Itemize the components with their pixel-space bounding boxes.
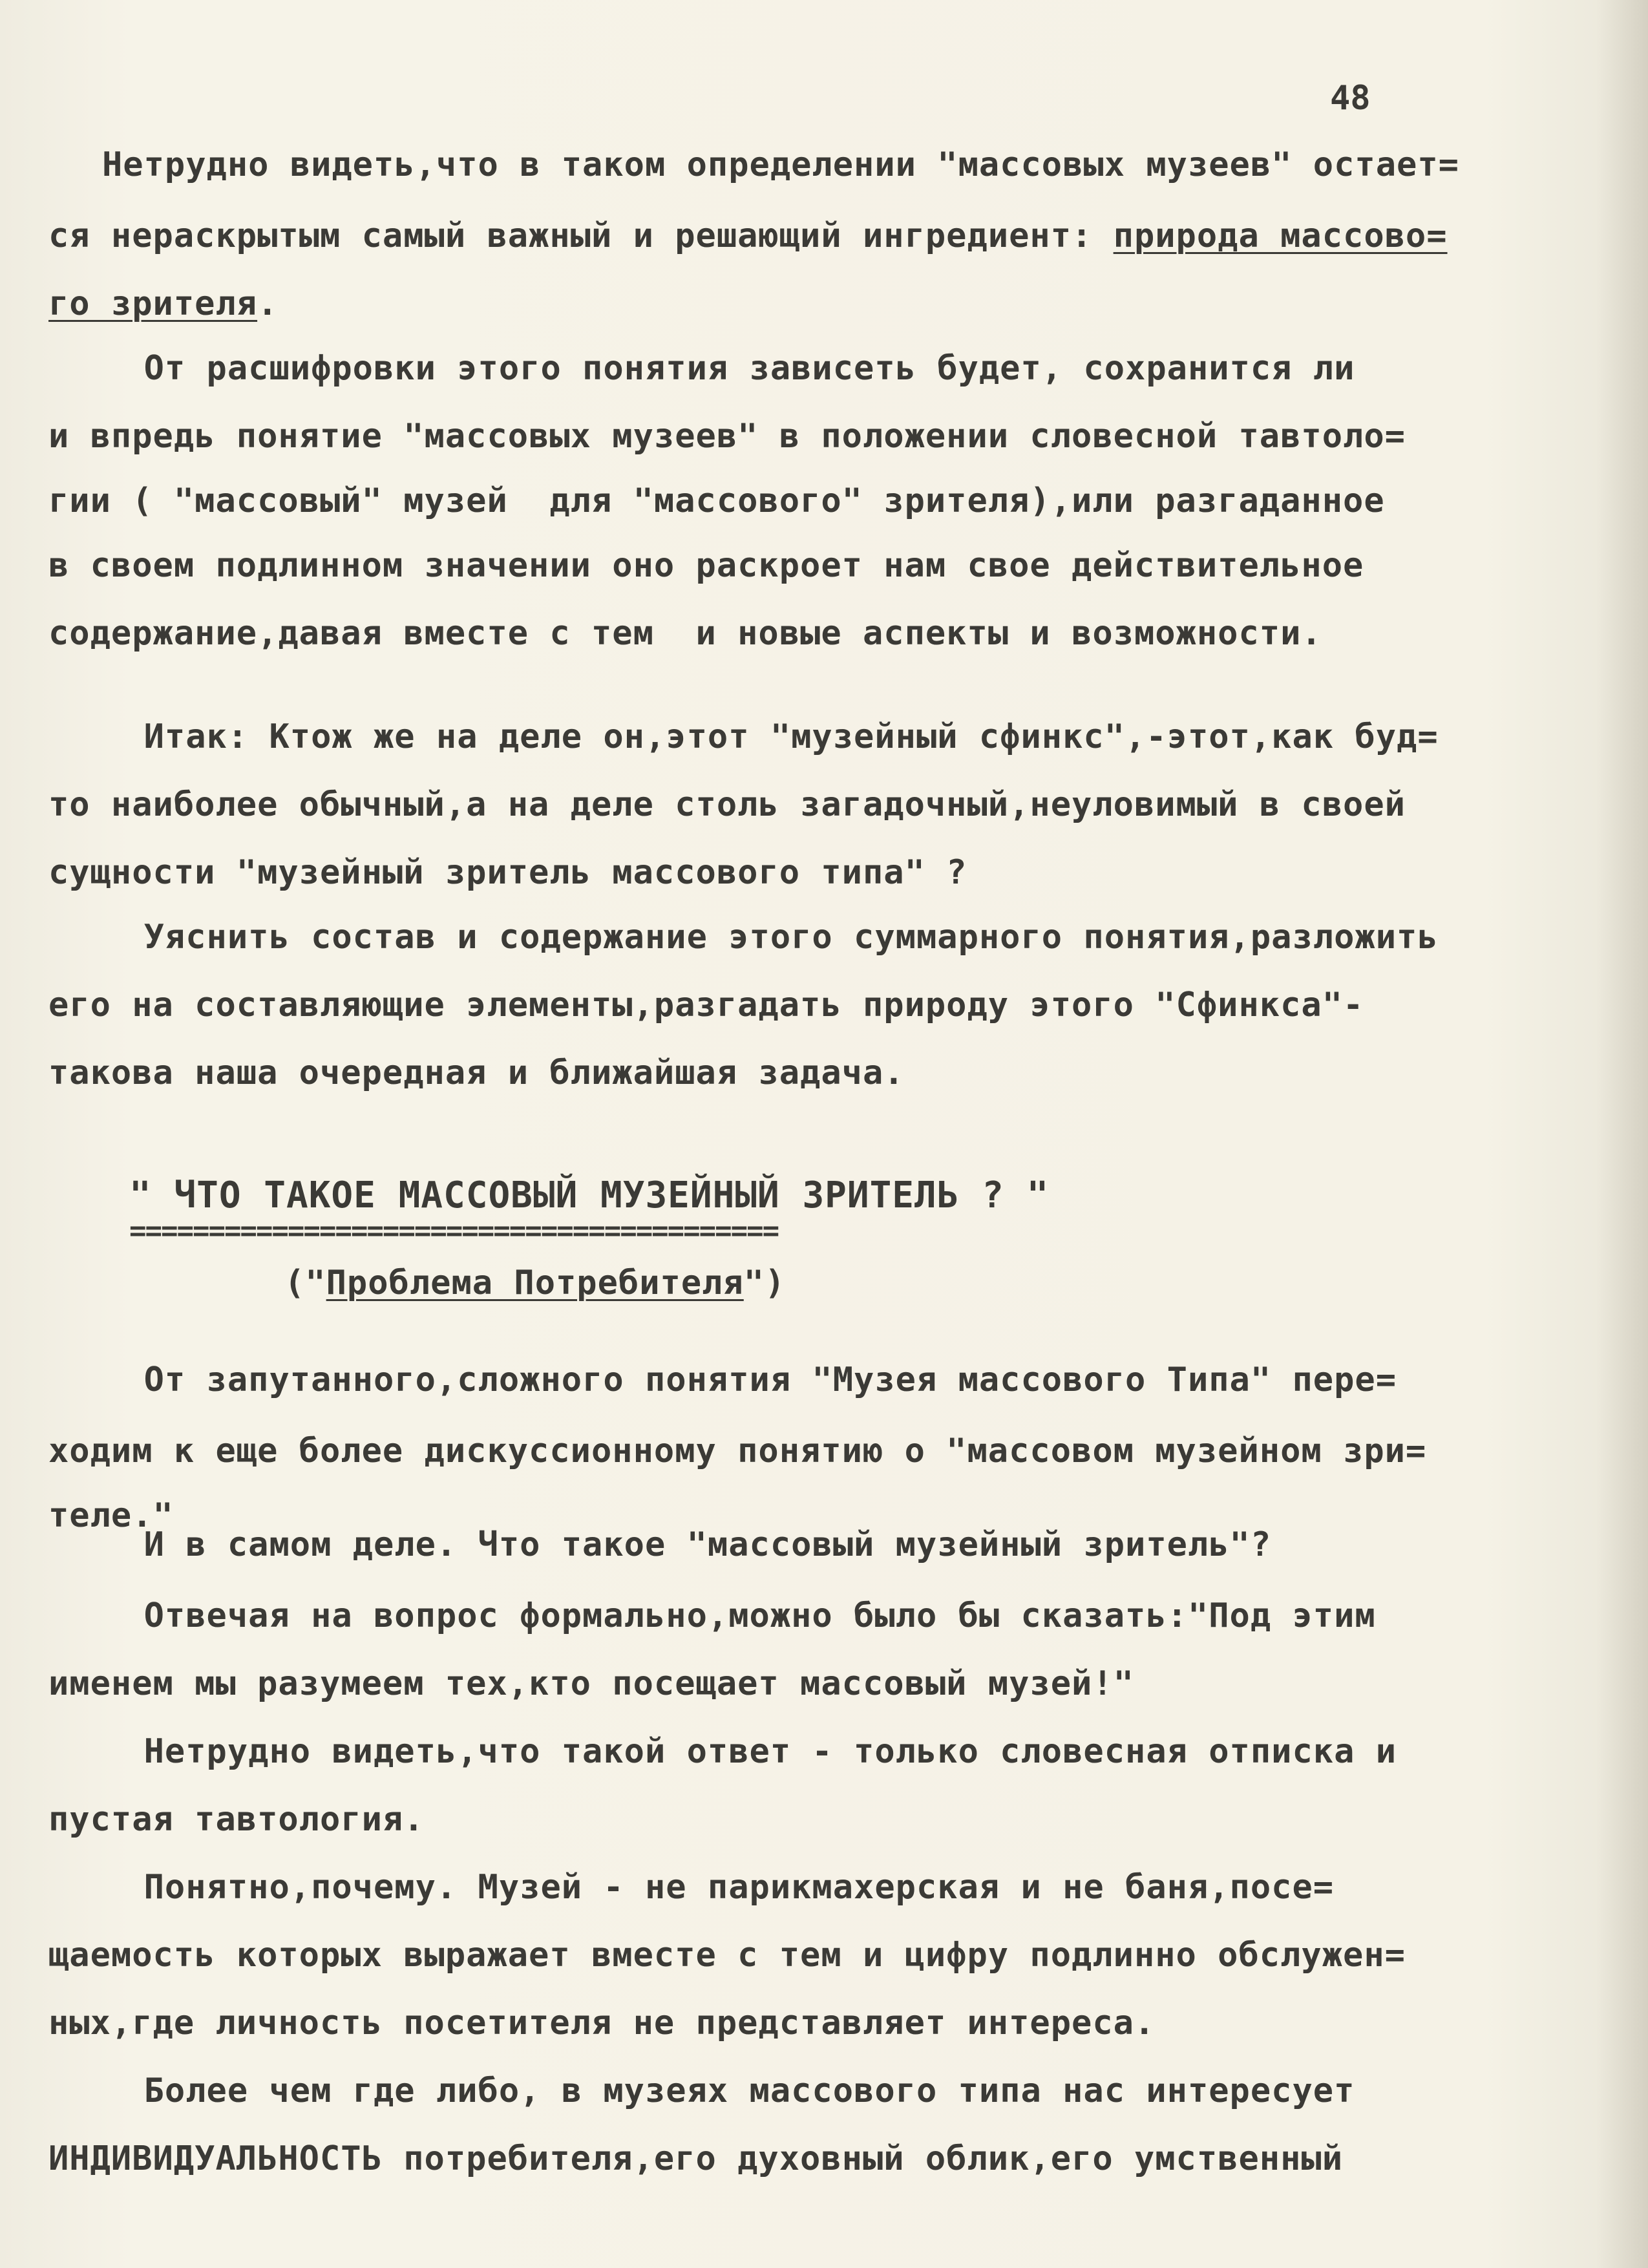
section-subtitle: ("Проблема Потребителя"): [284, 1264, 786, 1302]
p2-line-3: гии ( "массовый" музей для "массового" зрителя),или разгаданное: [48, 482, 1385, 520]
p5-line-1: От запутанного,сложного понятия "Музея массового Типа" пере=: [102, 1361, 1397, 1399]
p4-line-2: его на составляющие элементы,разгадать природу этого "Сфинкса"-: [48, 986, 1364, 1024]
p8-line-2: щаемость которых выражает вместе с тем и цифру подлинно обслужен=: [48, 1936, 1406, 1975]
p3-line-1: Итак: Ктож же на деле он,этот "музейный сфинкс",-этот,как буд=: [102, 717, 1439, 756]
p5-line-2: ходим к еще более дискуссионному понятию о "массовом музейном зри=: [48, 1432, 1427, 1470]
subtitle-underlined: Проблема Потребителя: [326, 1264, 744, 1302]
p6-line-1: Отвечая на вопрос формально,можно было бы сказать:"Под этим: [102, 1596, 1376, 1635]
p1-line-2: ся нераскрытым самый важный и решающий ингредиент: природа массово=: [48, 217, 1448, 255]
p2-line-4: в своем подлинном значении оно раскроет нам свое действительное: [48, 546, 1364, 585]
p8-line-1: Понятно,почему. Музей - не парикмахерская и не баня,посе=: [102, 1868, 1335, 1907]
page-number: 48: [1330, 79, 1371, 118]
underlined-phrase-end: го зрителя: [48, 284, 258, 323]
p8-line-3: ных,где личность посетителя не представляет интереса.: [48, 2004, 1156, 2042]
p2-line-2: и впредь понятие "массовых музеев" в положении словесной тавтоло=: [48, 417, 1406, 456]
p1-line-3: го зрителя.: [48, 284, 279, 323]
underlined-phrase: природа массово=: [1113, 217, 1448, 255]
page-edge-shadow: [1596, 0, 1648, 2268]
p2-line-5: содержание,давая вместе с тем и новые аспекты и возможности.: [48, 614, 1322, 653]
p6-line-2: именем мы разумеем тех,кто посещает массовый музей!": [48, 1664, 1134, 1703]
p2-line-1: От расшифровки этого понятия зависеть будет, сохранится ли: [102, 349, 1355, 388]
p5-line-3: теле.": [48, 1496, 174, 1535]
p5-line-4: И в самом деле. Что такое "массовый музейный зритель"?: [102, 1525, 1272, 1564]
p9-line-1: Более чем где либо, в музеях массового типа нас интересует: [102, 2072, 1355, 2110]
section-heading: " ЧТО ТАКОЕ МАССОВЫЙ МУЗЕЙНЫЙ ЗРИТЕЛЬ ? ": [129, 1174, 1050, 1216]
p4-line-1: Уяснить состав и содержание этого суммарного понятия,разложить: [102, 918, 1439, 957]
heading-double-rule: =========================================: [129, 1214, 779, 1247]
p9-line-2: ИНДИВИДУАЛЬНОСТЬ потребителя,его духовный облик,его умственный: [48, 2139, 1344, 2178]
p1-line-1: Нетрудно видеть,что в таком определении "массовых музеев" остает=: [102, 145, 1459, 184]
p3-line-3: сущности "музейный зритель массового типа" ?: [48, 853, 967, 892]
p3-line-2: то наиболее обычный,а на деле столь загадочный,неуловимый в своей: [48, 785, 1406, 824]
p7-line-1: Нетрудно видеть,что такой ответ - только словесная отписка и: [102, 1732, 1397, 1771]
p7-line-2: пустая тавтология.: [48, 1800, 425, 1839]
p4-line-3: такова наша очередная и ближайшая задача.: [48, 1054, 905, 1092]
